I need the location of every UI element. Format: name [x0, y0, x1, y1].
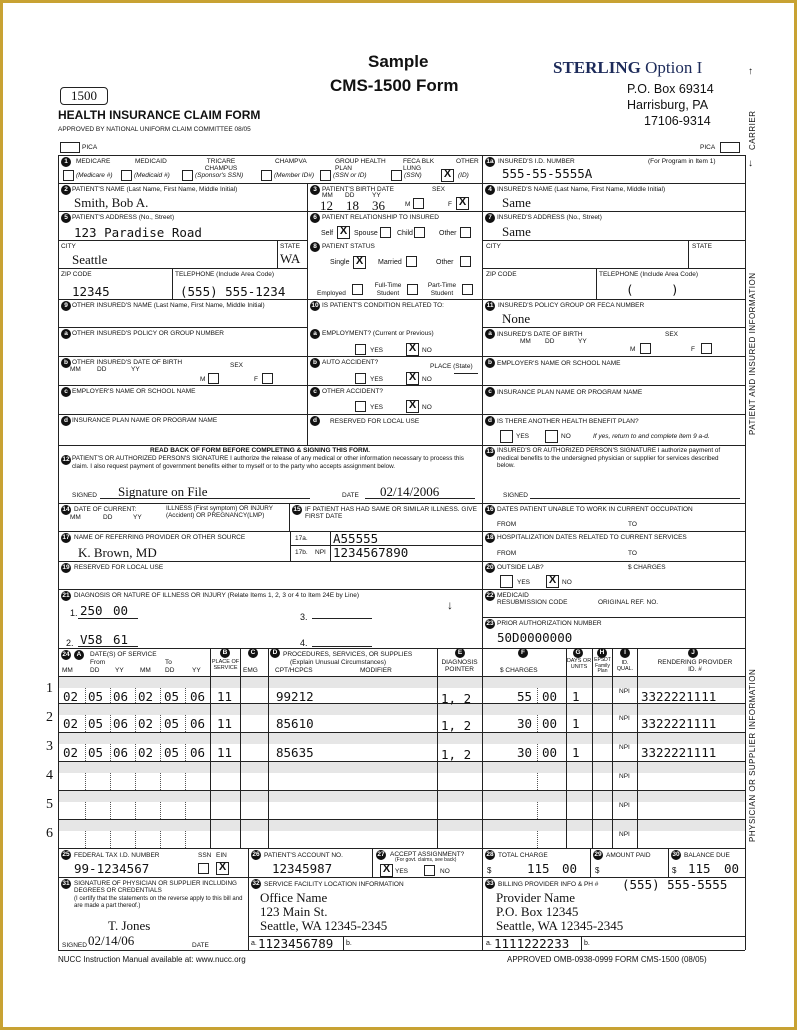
- row-npi-label: NPI: [619, 773, 630, 780]
- another-no-checkbox[interactable]: [545, 430, 558, 443]
- state-label: STATE: [280, 243, 300, 250]
- read-back-heading: READ BACK OF FORM BEFORE COMPLETING & SIGNING THIS FORM.: [150, 447, 370, 454]
- units[interactable]: 1: [572, 745, 580, 760]
- oth-yes: YES: [370, 404, 384, 411]
- prior-auth-label: PRIOR AUTHORIZATION NUMBER: [497, 620, 602, 627]
- 17a-label: 17a.: [295, 535, 308, 542]
- auto-no-checkbox[interactable]: X: [406, 372, 419, 385]
- place-label: PLACE (State): [430, 363, 473, 370]
- medicare-label: MEDICARE: [76, 158, 111, 165]
- emp-yes: YES: [370, 347, 384, 354]
- emp-no: NO: [422, 347, 432, 354]
- ssn-checkbox[interactable]: [198, 863, 209, 874]
- status-other-label: Other: [436, 259, 454, 266]
- city-value[interactable]: Seattle: [72, 252, 108, 267]
- charge-cents[interactable]: 00: [542, 689, 558, 704]
- city-label: CITY: [61, 243, 76, 250]
- place-of-service[interactable]: 11: [217, 689, 233, 704]
- birth-mm[interactable]: 12: [320, 198, 333, 213]
- balance-cents[interactable]: 00: [724, 861, 740, 876]
- rendering-provider[interactable]: 3322221111: [641, 716, 717, 731]
- relationship-label: PATIENT RELATIONSHIP TO INSURED: [322, 214, 439, 221]
- lab-no-checkbox[interactable]: X: [546, 575, 559, 588]
- address-line-1: P.O. Box 69314: [627, 82, 714, 96]
- ins-signed-label: SIGNED: [503, 492, 528, 499]
- diag2-a[interactable]: V58: [80, 632, 103, 647]
- balance-label: BALANCE DUE: [684, 852, 730, 859]
- patient-signature[interactable]: Signature on File: [118, 484, 208, 499]
- insured-address-label: INSURED'S ADDRESS (No., Street): [497, 214, 602, 221]
- carrier-label: CARRIER: [748, 110, 757, 150]
- address-line-2: Harrisburg, PA: [627, 98, 709, 112]
- to-yy[interactable]: 06: [190, 716, 206, 731]
- rel-self-label: Self: [321, 230, 334, 237]
- birth-date-label: PATIENT'S BIRTH DATE: [322, 186, 394, 193]
- bd-mm: MM: [322, 192, 333, 199]
- arrow-marker: ↑: [748, 66, 753, 77]
- status-single-checkbox[interactable]: X: [353, 256, 366, 269]
- col-to: To: [165, 659, 172, 666]
- address-line-3: 17106-9314: [644, 114, 711, 128]
- rel-other-checkbox[interactable]: [460, 227, 471, 238]
- lab-no: NO: [562, 579, 572, 586]
- accept-sub: (For govt. claims, see back): [395, 857, 457, 863]
- ins-state-label: STATE: [692, 243, 712, 250]
- unable-to: TO: [628, 521, 637, 528]
- diag1-b[interactable]: 00: [113, 603, 129, 618]
- ins-city-label: CITY: [486, 243, 501, 250]
- i-dd: DD: [545, 338, 555, 345]
- col-mod: MODIFIER: [360, 667, 392, 674]
- status-single-label: Single: [330, 259, 350, 266]
- prior-auth-value[interactable]: 50D0000000: [497, 630, 573, 645]
- col-h-label: EPSDT Family Plan: [594, 657, 611, 674]
- status-married-checkbox[interactable]: [406, 256, 417, 267]
- billing-line-1[interactable]: Provider Name: [496, 890, 576, 905]
- from-yy[interactable]: 06: [113, 716, 129, 731]
- diagnosis-pointer[interactable]: 1, 2: [441, 747, 472, 762]
- ein-checkbox[interactable]: X: [216, 862, 229, 875]
- o-yy: YY: [131, 366, 140, 373]
- rel-self-checkbox[interactable]: X: [337, 226, 350, 239]
- h-yy1: YY: [115, 667, 124, 674]
- insured-dob-label: INSURED'S DATE OF BIRTH: [497, 331, 583, 338]
- i-m: M: [630, 346, 636, 353]
- 17b-npi: NPI: [315, 549, 326, 556]
- date-current-label: DATE OF CURRENT:: [74, 506, 137, 513]
- accept-no: NO: [440, 868, 450, 875]
- billing-phone[interactable]: (555) 555-5555: [622, 877, 728, 892]
- facility-label: SERVICE FACILITY LOCATION INFORMATION: [264, 881, 404, 888]
- i-f: F: [691, 346, 695, 353]
- i-yy: YY: [578, 338, 587, 345]
- reserved-label: RESERVED FOR LOCAL USE: [330, 418, 420, 425]
- col-b-label: PLACE OF SERVICE: [211, 659, 240, 671]
- row-npi-label: NPI: [619, 831, 630, 838]
- medicaid-label: MEDICAID: [135, 158, 167, 165]
- physician-sig-label: SIGNATURE OF PHYSICIAN OR SUPPLIER INCLUDING DEGREES OR CREDENTIALS: [74, 880, 237, 894]
- other-insured-label: OTHER INSURED'S NAME (Last Name, First Name, Middle Initial): [72, 302, 265, 309]
- physician-sig-sub: (I certify that the statements on the reverse apply to this bill and are made a part thereof.): [74, 896, 243, 909]
- tax-id-label: FEDERAL TAX I.D. NUMBER: [74, 852, 160, 859]
- form-title: CMS-1500 Form: [330, 76, 459, 95]
- patient-address-label: PATIENT'S ADDRESS (No., Street): [72, 214, 175, 221]
- champva-sub: (Member ID#): [274, 172, 315, 179]
- insured-address-value[interactable]: Same: [502, 224, 531, 239]
- insured-name-value[interactable]: Same: [502, 195, 531, 210]
- total-charge-cents[interactable]: 00: [562, 861, 578, 876]
- other-accident-label: OTHER ACCIDENT?: [322, 388, 384, 395]
- tricare-sub: (Sponsor's SSN): [195, 172, 244, 179]
- patient-info-label: PATIENT AND INSURED INFORMATION: [748, 272, 757, 435]
- hosp-from: FROM: [497, 550, 517, 557]
- other-sub: (ID): [458, 172, 469, 179]
- row-number: 3: [46, 739, 53, 754]
- c-dd: DD: [103, 514, 113, 521]
- h-mm2: MM: [140, 667, 151, 674]
- status-parttime-checkbox[interactable]: [462, 284, 473, 295]
- charge-dollars[interactable]: 30: [517, 745, 533, 760]
- accept-yes: YES: [395, 868, 409, 875]
- c-yy: YY: [133, 514, 142, 521]
- diag1-a[interactable]: 250: [80, 603, 103, 618]
- tel-label: TELEPHONE (Include Area Code): [175, 271, 274, 278]
- charge-cents[interactable]: 00: [542, 745, 558, 760]
- row-npi-label: NPI: [619, 744, 630, 751]
- pica-left: PICA: [82, 144, 98, 151]
- oth-no: NO: [422, 404, 432, 411]
- signature-date[interactable]: 02/14/2006: [380, 484, 440, 499]
- date-label: DATE: [342, 492, 359, 499]
- o-f: F: [254, 376, 258, 383]
- rel-child-checkbox[interactable]: [414, 227, 425, 238]
- from-yy[interactable]: 06: [113, 745, 129, 760]
- h-yy2: YY: [192, 667, 201, 674]
- to-mm[interactable]: 02: [138, 689, 154, 704]
- oth-no-checkbox[interactable]: X: [406, 400, 419, 413]
- pica-box-left[interactable]: [60, 142, 80, 153]
- champva-label: CHAMPVA: [275, 158, 307, 165]
- billing-label: BILLING PROVIDER INFO & PH #: [498, 881, 599, 888]
- policy-group-label: INSURED'S POLICY GROUP OR FECA NUMBER: [498, 302, 645, 309]
- c-mm: MM: [70, 514, 81, 521]
- col-cpt: CPT/HCPCS: [275, 667, 313, 674]
- from-dd[interactable]: 05: [88, 716, 104, 731]
- row-npi-label: NPI: [619, 802, 630, 809]
- h-dd1: DD: [90, 667, 100, 674]
- ein-label: EIN: [216, 852, 227, 859]
- other-dob-label: OTHER INSURED'S DATE OF BIRTH: [72, 359, 183, 366]
- from-mm[interactable]: 02: [63, 689, 79, 704]
- patient-signature-text: PATIENT'S OR AUTHORIZED PERSON'S SIGNATURE I authorize the release of any medical or other information necessary to process this claim. I also request payment of government benefits either to myself or to the party who accepts assignment below.: [72, 455, 464, 470]
- o-mm: MM: [70, 366, 81, 373]
- account-label: PATIENT'S ACCOUNT NO.: [264, 852, 343, 859]
- birth-dd[interactable]: 18: [346, 198, 359, 213]
- i-sex: SEX: [665, 331, 679, 338]
- signed-label: SIGNED: [72, 492, 97, 499]
- col-d-label: PROCEDURES, SERVICES, OR SUPPLIES: [283, 651, 413, 658]
- diag2-b[interactable]: 61: [113, 632, 129, 647]
- cpt-code[interactable]: 85610: [276, 716, 314, 731]
- o-sex: SEX: [230, 362, 244, 369]
- referring-label: NAME OF REFERRING PROVIDER OR OTHER SOURCE: [74, 534, 246, 541]
- accept-no-checkbox[interactable]: [424, 865, 435, 876]
- 17a-value[interactable]: A55555: [333, 531, 379, 546]
- medicare-sub: (Medicare #): [76, 172, 113, 179]
- patient-name-value[interactable]: Smith, Bob A.: [74, 195, 149, 210]
- referring-value[interactable]: K. Brown, MD: [78, 545, 157, 560]
- rel-child-label: Child: [397, 230, 413, 237]
- sample-title: Sample: [368, 52, 429, 71]
- resubmission-label: MEDICAID RESUBMISSION CODE: [497, 592, 568, 606]
- col-e-label: DIAGNOSIS POINTER: [441, 659, 478, 673]
- billing-line-3[interactable]: Seattle, WA 12345-2345: [496, 918, 624, 933]
- sex-m-label: M: [405, 201, 411, 208]
- insured-id-value[interactable]: 555-55-5555A: [502, 166, 593, 181]
- employment-label: EMPLOYMENT? (Current or Previous): [322, 330, 434, 337]
- bd-dd: DD: [345, 192, 355, 199]
- diagnosis-pointer[interactable]: 1, 2: [441, 691, 472, 706]
- physician-date[interactable]: 02/14/06: [88, 933, 135, 948]
- i-m-checkbox[interactable]: [640, 343, 651, 354]
- o-f-checkbox[interactable]: [262, 373, 273, 384]
- o-m: M: [200, 376, 206, 383]
- amount-paid-label: AMOUNT PAID: [606, 852, 651, 859]
- insured-id-label: INSURED'S I.D. NUMBER: [498, 158, 575, 165]
- auto-no: NO: [422, 376, 432, 383]
- facility-line-2[interactable]: 123 Main St.: [260, 904, 328, 919]
- bd-yy: YY: [372, 192, 381, 199]
- facility-line-1[interactable]: Office Name: [260, 890, 328, 905]
- ins-tel-label: TELEPHONE (Include Area Code): [599, 271, 698, 278]
- row-npi-label: NPI: [619, 715, 630, 722]
- logo-option: Option I: [645, 58, 703, 77]
- facility-line-3[interactable]: Seattle, WA 12345-2345: [260, 918, 388, 933]
- to-dd[interactable]: 05: [164, 745, 180, 760]
- diagnosis-label: DIAGNOSIS OR NATURE OF ILLNESS OR INJURY (Relate Items 1, 2, 3 or 4 to Item 24E by Line): [74, 592, 360, 599]
- reserved-19-label: RESERVED FOR LOCAL USE: [74, 564, 164, 571]
- other-employer-label: EMPLOYER'S NAME OR SCHOOL NAME: [72, 388, 196, 395]
- emp-no-checkbox[interactable]: X: [406, 343, 419, 356]
- charge-dollars[interactable]: 55: [517, 689, 533, 704]
- status-employed-label: Employed: [317, 290, 346, 297]
- other-checkbox[interactable]: X: [441, 169, 454, 182]
- footer-left: NUCC Instruction Manual available at: www.nucc.org: [58, 955, 246, 964]
- zip-value[interactable]: 12345: [72, 284, 110, 299]
- to-dd[interactable]: 05: [164, 716, 180, 731]
- patient-status-label: PATIENT STATUS: [322, 243, 375, 250]
- tricare-label: TRICARE CHAMPUS: [204, 158, 238, 172]
- another-no: NO: [561, 433, 571, 440]
- charge-cents[interactable]: 00: [542, 716, 558, 731]
- group-label: GROUP HEALTH PLAN: [335, 158, 386, 172]
- from-mm[interactable]: 02: [63, 745, 79, 760]
- birth-yy[interactable]: 36: [372, 198, 385, 213]
- row-number: 4: [46, 768, 53, 783]
- sex-f-checkbox[interactable]: X: [456, 197, 469, 210]
- col-f-label: $ CHARGES: [500, 667, 538, 674]
- col-a-label: DATE(S) OF SERVICE: [90, 651, 157, 658]
- other-plan-label: INSURANCE PLAN NAME OR PROGRAM NAME: [72, 417, 218, 424]
- from-mm[interactable]: 02: [63, 716, 79, 731]
- to-yy[interactable]: 06: [190, 689, 206, 704]
- original-ref-label: ORIGINAL REF. NO.: [598, 599, 659, 606]
- arrow-marker-2: ↓: [748, 158, 753, 169]
- footer-right: APPROVED OMB-0938-0999 FORM CMS-1500 (08/05): [507, 955, 707, 964]
- patient-address-value[interactable]: 123 Paradise Road: [74, 225, 202, 240]
- 17b-value[interactable]: 1234567890: [333, 545, 409, 560]
- col-from: From: [90, 659, 106, 666]
- approved-by: APPROVED BY NATIONAL UNIFORM CLAIM COMMITTEE 08/05: [58, 126, 251, 133]
- balance-value[interactable]: 115: [688, 861, 711, 876]
- auto-yes: YES: [370, 376, 384, 383]
- from-dd[interactable]: 05: [88, 745, 104, 760]
- claim-form-title: HEALTH INSURANCE CLAIM FORM: [58, 108, 261, 122]
- 17b-label: 17b.: [295, 549, 308, 556]
- diagnosis-pointer[interactable]: 1, 2: [441, 718, 472, 733]
- total-charge-label: TOTAL CHARGE: [498, 852, 548, 859]
- group-sub: (SSN or ID): [333, 172, 367, 179]
- accept-label: ACCEPT ASSIGNMENT?: [390, 851, 465, 858]
- o-dd: DD: [97, 366, 107, 373]
- hosp-to: TO: [628, 550, 637, 557]
- facility-npi[interactable]: 1123456789: [258, 936, 334, 951]
- col-i-label: ID. QUAL.: [616, 660, 634, 672]
- row-number: 6: [46, 826, 53, 841]
- ssn-label: SSN: [198, 852, 212, 859]
- h-mm1: MM: [62, 667, 73, 674]
- account-value[interactable]: 12345987: [272, 861, 333, 876]
- feca-label: FECA BLK LUNG: [403, 158, 435, 172]
- form-number-box: 1500: [60, 87, 108, 105]
- from-dd[interactable]: 05: [88, 689, 104, 704]
- rel-spouse-checkbox[interactable]: [380, 227, 391, 238]
- to-yy[interactable]: 06: [190, 745, 206, 760]
- physician-info-label: PHYSICIAN OR SUPPLIER INFORMATION: [748, 668, 757, 842]
- unable-work-label: DATES PATIENT UNABLE TO WORK IN CURRENT OCCUPATION: [497, 506, 693, 513]
- feca-sub: (SSN): [404, 172, 422, 179]
- o-m-checkbox[interactable]: [208, 373, 219, 384]
- status-employed-checkbox[interactable]: [352, 284, 363, 295]
- physician-name[interactable]: T. Jones: [108, 918, 151, 933]
- status-married-label: Married: [378, 259, 402, 266]
- i-mm: MM: [520, 338, 531, 345]
- units[interactable]: 1: [572, 716, 580, 731]
- pica-right: PICA: [700, 144, 716, 151]
- accept-yes-checkbox[interactable]: X: [380, 864, 393, 877]
- policy-group-value[interactable]: None: [502, 311, 531, 326]
- rendering-provider[interactable]: 3322221111: [641, 689, 717, 704]
- to-dd[interactable]: 05: [164, 689, 180, 704]
- row-number: 1: [46, 681, 53, 696]
- ins-employer-label: EMPLOYER'S NAME OR SCHOOL NAME: [497, 360, 621, 367]
- status-fulltime-label: Full-Time Student: [374, 282, 402, 297]
- sex-label: SEX: [432, 186, 446, 193]
- other-label: OTHER: [456, 158, 479, 165]
- tax-id-value[interactable]: 99-1234567: [74, 861, 150, 876]
- another-plan-label: IS THERE ANOTHER HEALTH BENEFIT PLAN?: [497, 418, 639, 425]
- col-j-label: RENDERING PROVIDER ID. #: [657, 659, 733, 673]
- similar-illness-label: IF PATIENT HAS HAD SAME OR SIMILAR ILLNESS. GIVE FIRST DATE: [305, 506, 477, 520]
- place-of-service[interactable]: 11: [217, 716, 233, 731]
- another-yes: YES: [516, 433, 530, 440]
- h-dd2: DD: [165, 667, 175, 674]
- condition-label: IS PATIENT'S CONDITION RELATED TO:: [322, 302, 444, 309]
- row-npi-label: NPI: [619, 688, 630, 695]
- outside-charges-label: $ CHARGES: [628, 564, 666, 571]
- sex-m-checkbox[interactable]: [413, 198, 424, 209]
- other-policy-label: OTHER INSURED'S POLICY OR GROUP NUMBER: [72, 330, 224, 337]
- cpt-code[interactable]: 99212: [276, 689, 314, 704]
- to-mm[interactable]: 02: [138, 745, 154, 760]
- outside-lab-label: OUTSIDE LAB?: [497, 564, 544, 571]
- sterling-logo: [553, 58, 702, 78]
- patient-name-label: PATIENT'S NAME (Last Name, First Name, Middle Initial): [72, 186, 238, 193]
- cpt-code[interactable]: 85635: [276, 745, 314, 760]
- row-number: 2: [46, 710, 53, 725]
- ins-tel-value[interactable]: ( ): [626, 282, 679, 297]
- status-fulltime-checkbox[interactable]: [407, 284, 418, 295]
- unable-from: FROM: [497, 521, 517, 528]
- phys-date-label: DATE: [192, 942, 209, 949]
- status-parttime-label: Part-Time Student: [427, 282, 457, 297]
- col-g-label: DAYS OR UNITS: [566, 658, 592, 670]
- tel-value[interactable]: (555) 555-1234: [180, 284, 286, 299]
- illness-label: ILLNESS (First symptom) OR INJURY (Accident) OR PREGNANCY(LMP): [166, 505, 273, 519]
- hospital-label: HOSPITALIZATION DATES RELATED TO CURRENT SERVICES: [497, 534, 687, 541]
- auto-label: AUTO ACCIDENT?: [322, 359, 379, 366]
- i-f-checkbox[interactable]: [701, 343, 712, 354]
- logo-brand: STERLING: [553, 58, 641, 77]
- insured-name-label: INSURED'S NAME (Last Name, First Name, Middle Initial): [497, 186, 666, 193]
- zip-label: ZIP CODE: [61, 271, 92, 278]
- insured-signature-text: INSURED'S OR AUTHORIZED PERSON'S SIGNATURE I authorize payment of medical benefits to the undersigned physician or supplier for services described below.: [497, 447, 721, 469]
- col-c-label: EMG: [243, 667, 258, 674]
- lab-yes: YES: [517, 579, 531, 586]
- charge-dollars[interactable]: 30: [517, 716, 533, 731]
- sex-f-label: F: [448, 201, 452, 208]
- place-of-service[interactable]: 11: [217, 745, 233, 760]
- billing-npi[interactable]: 1111222233: [494, 936, 570, 951]
- phys-signed: SIGNED: [62, 942, 87, 949]
- total-charge-value[interactable]: 115: [527, 861, 550, 876]
- billing-line-2[interactable]: P.O. Box 12345: [496, 904, 579, 919]
- ins-zip-label: ZIP CODE: [486, 271, 517, 278]
- rel-other-label: Other: [439, 230, 457, 237]
- lab-yes-checkbox[interactable]: [500, 575, 513, 588]
- col-d-sub: (Explain Unusual Circumstances): [290, 659, 387, 666]
- another-note: If yes, return to and complete item 9 a-d.: [593, 433, 710, 440]
- pica-box-right[interactable]: [720, 142, 740, 153]
- units[interactable]: 1: [572, 689, 580, 704]
- rel-spouse-label: Spouse: [354, 230, 378, 237]
- program-note: (For Program in Item 1): [648, 158, 716, 165]
- row-number: 5: [46, 797, 53, 812]
- medicaid-sub: (Medicaid #): [134, 172, 170, 179]
- state-value[interactable]: WA: [280, 251, 301, 266]
- ins-plan-label: INSURANCE PLAN NAME OR PROGRAM NAME: [497, 389, 643, 396]
- another-yes-checkbox[interactable]: [500, 430, 513, 443]
- to-mm[interactable]: 02: [138, 716, 154, 731]
- status-other-checkbox[interactable]: [460, 256, 471, 267]
- rendering-provider[interactable]: 3322221111: [641, 745, 717, 760]
- diagnosis-arrow: ↓: [447, 598, 453, 612]
- from-yy[interactable]: 06: [113, 689, 129, 704]
